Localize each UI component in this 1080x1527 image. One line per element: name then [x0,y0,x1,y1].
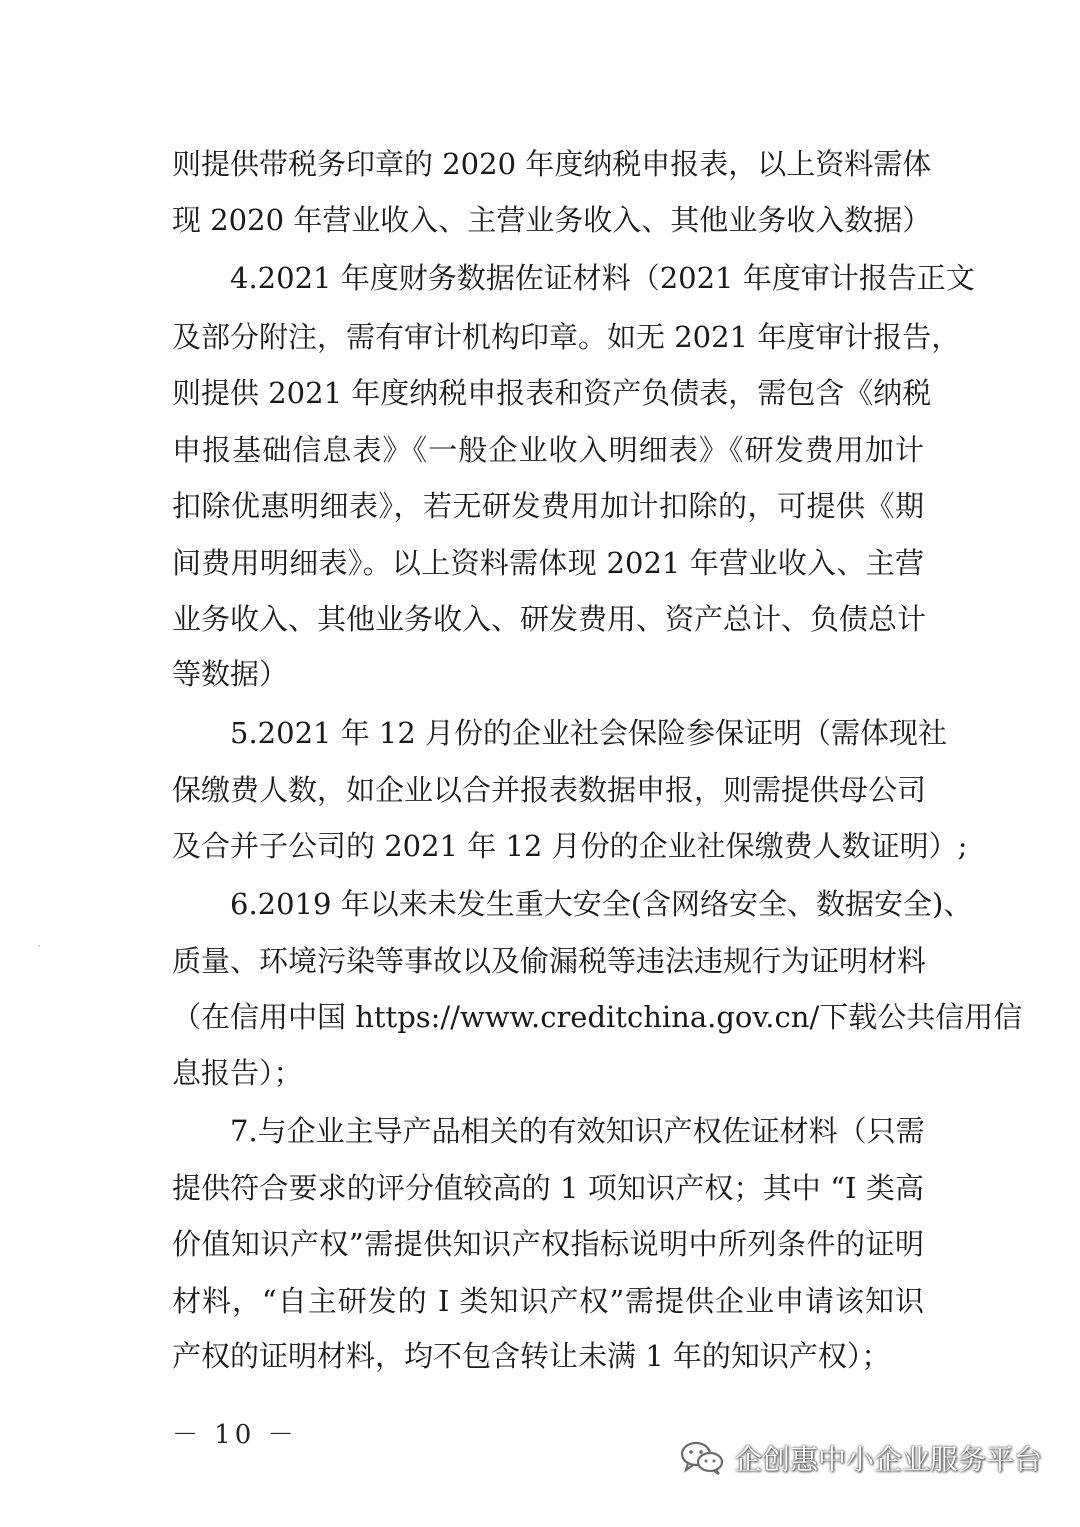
page-number: － 10 － [172,1420,298,1450]
text-line: 息报告）； [172,1056,303,1090]
text-line: 则提供带税务印章的 2020 年度纳税申报表，以上资料需体 [172,147,932,181]
text-line: 价值知识产权”需提供知识产权指标说明中所列条件的证明 [172,1227,924,1261]
text-line: 质量、环境污染等事故以及偷漏税等违法违规行为证明材料 [172,944,927,978]
text-line: 7.与企业主导产品相关的有效知识产权佐证材料（只需 [230,1114,925,1148]
watermark [680,1433,1042,1483]
text-line: 及合并子公司的 2021 年 12 月份的企业社保缴费人数证明）; [172,829,968,863]
text-line: 4.2021 年度财务数据佐证材料（2021 年度审计报告正文 [230,261,975,295]
text-line: 则提供 2021 年度纳税申报表和资产负债表，需包含《纳税 [172,376,932,410]
watermark-text: 企创惠中小企业服务平台 [733,1443,1042,1476]
text-line: （在信用中国 https://www.creditchina.gov.cn/下载公共信用信 [172,1000,1023,1034]
text-line: 等数据） [172,657,289,691]
scan-speck [38,945,40,947]
text-line: 保缴费人数，如企业以合并报表数据申报，则需提供母公司 [172,773,927,807]
text-line: 及部分附注，需有审计机构印章。如无 2021 年度审计报告， [172,320,961,354]
text-line: 业务收入、其他业务收入、研发费用、资产总计、负债总计 [172,602,927,636]
text-line: 6.2019 年以来未发生重大安全(含网络安全、数据安全)、 [230,887,973,921]
text-line: 产权的证明材料，均不包含转让未满 1 年的知识产权）； [172,1339,891,1373]
text-line: 现 2020 年营业收入、主营业务收入、其他业务收入数据） [172,203,932,237]
text-line: 提供符合要求的评分值较高的 1 项知识产权；其中 “I 类高 [172,1171,924,1205]
text-line: 扣除优惠明细表》，若无研发费用加计扣除的，可提供《期 [172,489,924,523]
wechat-icon [680,1440,724,1476]
text-line: 申报基础信息表》《一般企业收入明细表》《研发费用加计 [172,433,924,467]
text-line: 5.2021 年 12 月份的企业社会保险参保证明（需体现社 [230,716,948,750]
text-line: 间费用明细表》。以上资料需体现 2021 年营业收入、主营 [172,546,924,580]
text-line: 材料，“自主研发的 I 类知识产权”需提供企业申请该知识 [172,1284,924,1318]
